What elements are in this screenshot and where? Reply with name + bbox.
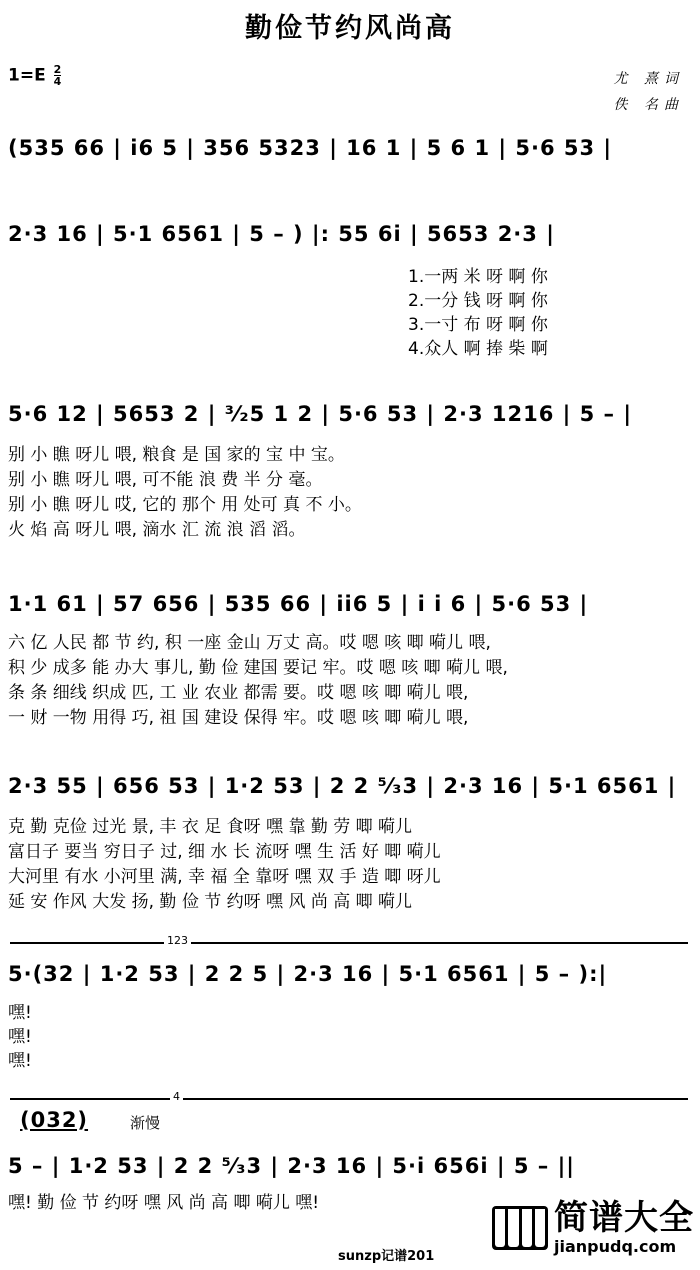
lyric-row-7-v1: 嘿! 勤 俭 节 约呀 嘿 风 尚 高 唧 嗬儿 嘿! [8,1193,320,1213]
notation-row-7: 5 – | 1·2 53 | 2 2 ⁵⁄₃3 | 2·3 16 | 5·i 656i | 5 – || [8,1154,575,1178]
transcriber-signature: sunzp记谱201 [338,1249,435,1264]
lyricist-credit: 尤 熹词 [613,71,684,87]
notation-row-4: 1·1 61 | 57 656 | 535 66 | ii6 5 | i i 6 | 5·6 53 | [8,592,589,616]
notation-row-2: 2·3 16 | 5·1 6561 | 5 – ) |: 55 6i | 5653 2·3 | [8,222,555,246]
tempo-marking: 渐慢 [130,1114,161,1132]
notation-row-3: 5·6 12 | 5653 2 | ³⁄₂5 1 2 | 5·6 53 | 2·3 1216 | 5 – | [8,402,633,426]
volta-bracket-1 [10,942,688,944]
notation-row-5: 2·3 55 | 656 53 | 1·2 53 | 2 2 ⁵⁄₃3 | 2·3 16 | 5·1 6561 | [8,774,677,798]
time-denominator: 4 [53,75,62,88]
lyric-row-4-v4: 一 财 一物 用得 巧, 祖 国 建设 保得 牢。哎 嗯 咳 唧 嗬儿 喂, [8,708,469,728]
lyric-row-3-v4: 火 焰 高 呀儿 喂, 滴水 汇 流 浪 滔 滔。 [8,520,306,540]
lyric-row-6-v2: 嘿! [8,1027,32,1047]
lyric-row-6-v3: 嘿! [8,1051,32,1071]
time-signature [54,64,62,87]
lyric-row-3-v3: 别 小 瞧 呀儿 哎, 它的 那个 用 处可 真 不 小。 [8,495,362,515]
verse-line-4: 4.众人 啊 捧 柴 啊 [408,339,548,359]
notation-row-6: 5·(32 | 1·2 53 | 2 2 5 | 2·3 16 | 5·1 6561 | 5 – ):| [8,962,608,986]
lyric-row-4-v3: 条 条 细线 织成 匹, 工 业 农业 都需 要。哎 嗯 咳 唧 嗬儿 喂, [8,683,469,703]
lyric-row-5-v3: 大河里 有水 小河里 满, 幸 福 全 靠呀 嘿 双 手 造 唧 呀儿 [8,867,441,887]
lyric-row-4-v2: 积 少 成多 能 办大 事儿, 勤 俭 建国 要记 牢。哎 嗯 咳 唧 嗬儿 喂, [8,658,508,678]
key-label: 1=E [8,65,46,86]
lyric-row-4-v1: 六 亿 人民 都 节 约, 积 一座 金山 万丈 高。哎 嗯 咳 唧 嗬儿 喂, [8,633,491,653]
lyric-row-3-v2: 别 小 瞧 呀儿 喂, 可不能 浪 费 半 分 毫。 [8,470,323,490]
site-watermark [492,1199,694,1256]
verse-line-2: 2.一分 钱 呀 啊 你 [408,291,548,311]
interlude-notes: (032) [20,1108,89,1132]
lyric-row-3-v1: 别 小 瞧 呀儿 喂, 粮食 是 国 家的 宝 中 宝。 [8,445,345,465]
notation-row-1: (535 66 | i6 5 | 356 5323 | 16 1 | 5 6 1 | 5·6 53 | [8,136,613,160]
lyric-row-6-v1: 嘿! [8,1003,32,1023]
page-title: 勤俭节约风尚高 [245,13,455,44]
lyric-row-5-v1: 克 勤 克俭 过光 景, 丰 衣 足 食呀 嘿 靠 勤 劳 唧 嗬儿 [8,817,413,837]
lyric-row-5-v2: 富日子 要当 穷日子 过, 细 水 长 流呀 嘿 生 活 好 唧 嗬儿 [8,842,441,862]
volta-label-2: 4 [170,1090,183,1103]
piano-keys-icon [492,1206,548,1250]
volta-label-1: 123 [164,934,191,947]
watermark-cn: 简谱大全 [554,1198,694,1238]
key-signature [8,64,61,87]
composer-credit: 佚 名曲 [613,97,684,113]
watermark-url: jianpudq.com [554,1237,677,1256]
time-numerator: 2 [53,63,62,76]
lyric-row-5-v4: 延 安 作风 大发 扬, 勤 俭 节 约呀 嘿 风 尚 高 唧 嗬儿 [8,892,413,912]
volta-bracket-2 [10,1098,688,1100]
verse-line-1: 1.一两 米 呀 啊 你 [408,267,548,287]
verse-line-3: 3.一寸 布 呀 啊 你 [408,315,548,335]
